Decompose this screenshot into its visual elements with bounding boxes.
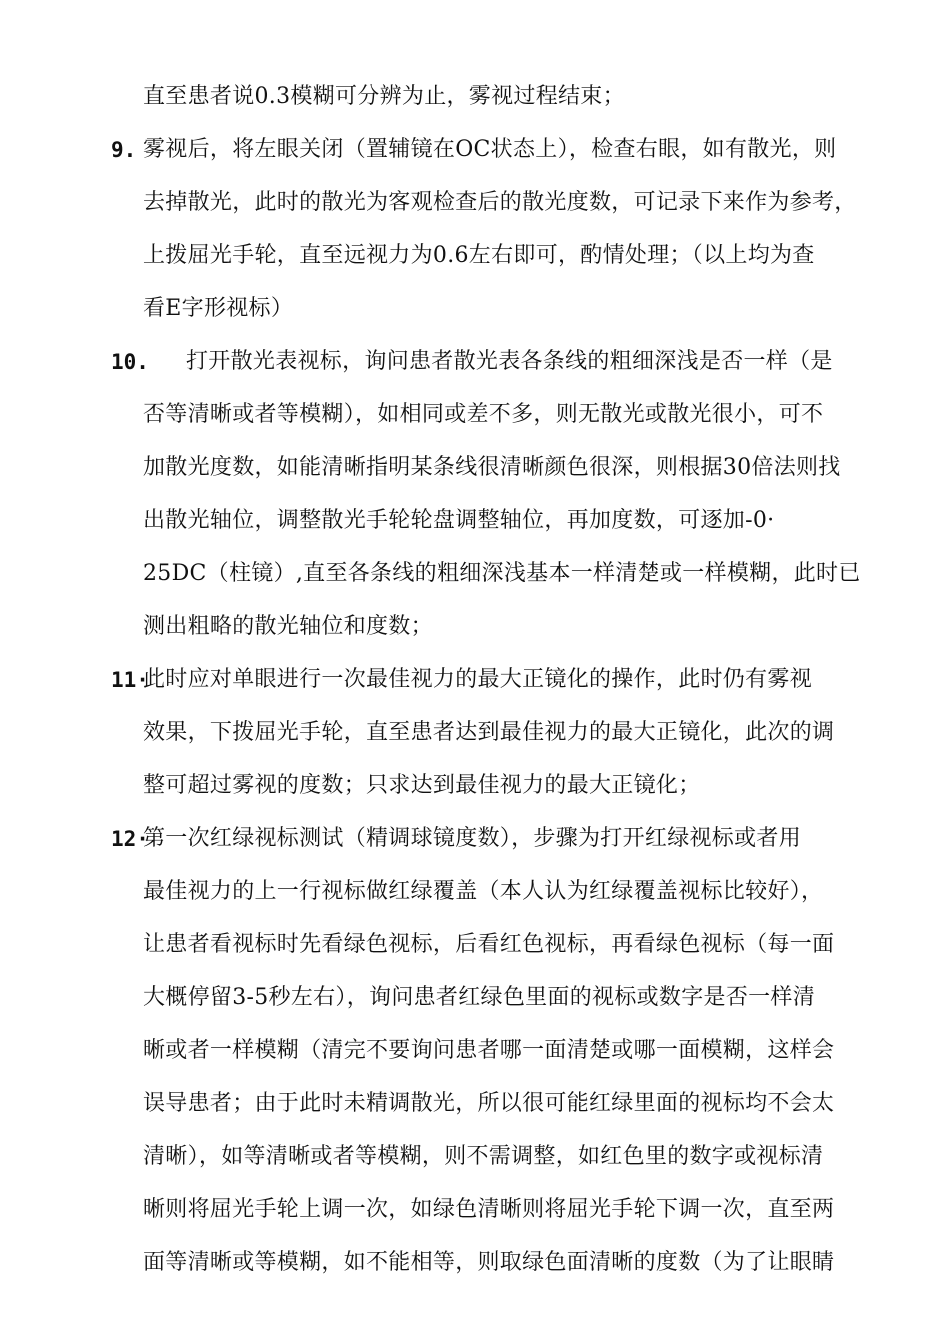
text-line: 否等清晰或者等模糊），如相同或差不多，则无散光或散光很小，可不 <box>143 402 824 427</box>
text-line: 最佳视力的上一行视标做红绿覆盖（本人认为红绿覆盖视标比较好）， <box>143 879 824 904</box>
text-line: 大概停留3-5秒左右），询问患者红绿色里面的视标或数字是否一样清 <box>143 985 816 1010</box>
text-line: 晰或者一样模糊（清完不要询问患者哪一面清楚或哪一面模糊，这样会 <box>143 1038 835 1063</box>
text-line: 误导患者；由于此时未精调散光，所以很可能红绿里面的视标均不会太 <box>143 1091 835 1116</box>
text-line: 第一次红绿视标测试（精调球镜度数），步骤为打开红绿视标或者用 <box>143 826 802 851</box>
list-number-10: 10. <box>111 350 149 374</box>
text-line: 面等清晰或等模糊，如不能相等，则取绿色面清晰的度数（为了让眼睛 <box>143 1250 835 1275</box>
text-line: 测出粗略的散光轴位和度数； <box>143 614 433 639</box>
text-line: 效果，下拨屈光手轮，直至患者达到最佳视力的最大正镜化，此次的调 <box>143 720 835 745</box>
text-line: 上拨屈光手轮，直至远视力为0.6左右即可，酌情处理；（以上均为查 <box>143 243 815 268</box>
text-line: 看E字形视标） <box>143 296 294 321</box>
text-line: 让患者看视标时先看绿色视标，后看红色视标，再看绿色视标（每一面 <box>143 932 835 957</box>
text-line: 清晰），如等清晰或者等模糊，则不需调整，如红色里的数字或视标清 <box>143 1144 824 1169</box>
text-line: 晰则将屈光手轮上调一次，如绿色清晰则将屈光手轮下调一次，直至两 <box>143 1197 835 1222</box>
list-number-12: 12· <box>111 827 149 851</box>
text-line: 打开散光表视标，询问患者散光表各条线的粗细深浅是否一样（是 <box>186 349 833 374</box>
text-line: 出散光轴位，调整散光手轮轮盘调整轴位，再加度数，可逐加-0· <box>143 508 775 533</box>
list-number-11: 11· <box>111 668 149 692</box>
text-line: 25DC（柱镜）,直至各条线的粗细深浅基本一样清楚或一样模糊，此时已 <box>143 561 861 586</box>
text-line: 去掉散光，此时的散光为客观检查后的散光度数，可记录下来作为参考， <box>143 190 857 215</box>
text-line: 雾视后，将左眼关闭（置辅镜在OC状态上），检查右眼，如有散光，则 <box>143 137 837 162</box>
text-line: 加散光度数，如能清晰指明某条线很清晰颜色很深，则根据30倍法则找 <box>143 455 841 480</box>
text-line: 整可超过雾视的度数；只求达到最佳视力的最大正镜化； <box>143 773 701 798</box>
list-number-9: 9. <box>111 138 137 162</box>
text-line: 直至患者说0.3模糊可分辨为止，雾视过程结束； <box>143 84 625 109</box>
text-line: 此时应对单眼进行一次最佳视力的最大正镜化的操作，此时仍有雾视 <box>143 667 813 692</box>
